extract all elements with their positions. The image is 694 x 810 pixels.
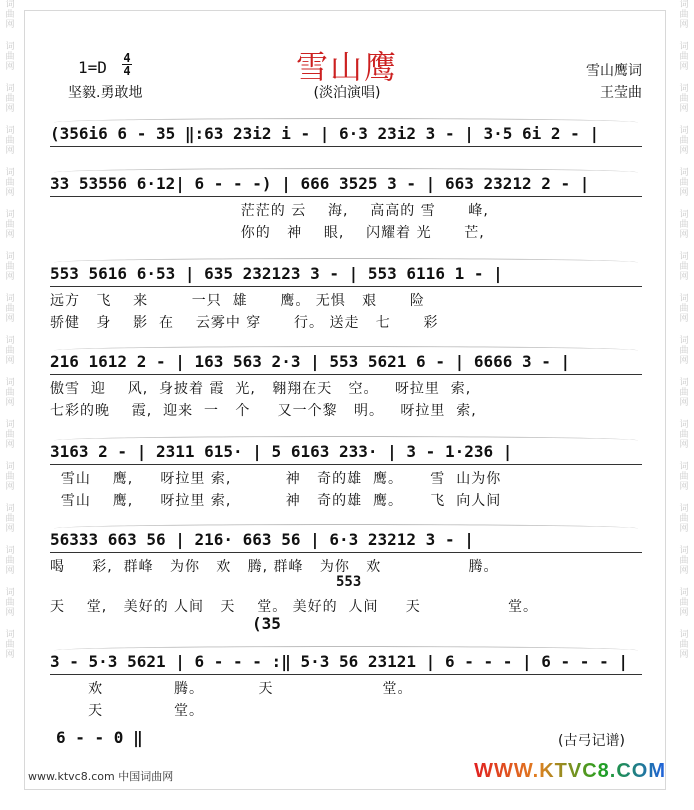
- lyric-verse-1: 喝 彩, 群峰 为你 欢 腾, 群峰 为你 欢 腾。: [50, 559, 499, 575]
- notation-line: 33 53556 6·12| 6 - - -) | 666 3525 3 - | 663 23212 2 - |: [50, 172, 642, 197]
- composer-credit: 王莹曲: [600, 85, 642, 101]
- lyric-verse-1: 茫茫的 云 海, 高高的 雪 峰,: [50, 203, 489, 219]
- notation-line: 56333 663 56 | 216· 663 56 | 6·3 23212 3 - |: [50, 528, 642, 553]
- time-signature: 4 4: [123, 51, 131, 78]
- footer-site-logo: WWW.KTVC8.COM: [474, 760, 666, 782]
- notation-credit: (古弓记谱): [558, 733, 625, 749]
- pickup-notes: (35: [252, 614, 281, 633]
- lyric-verse-1: 欢 腾。 天 堂。: [50, 681, 413, 697]
- lyric-verse-2: 天 堂, 美好的 人间 天 堂。 美好的 人间 天 堂。: [50, 599, 539, 615]
- lyricist-credit: 雪山鹰词: [586, 63, 642, 79]
- notation-line: 3 - 5·3 5621 | 6 - - - :‖ 5·3 56 23121 | 6 - - - | 6 - - - |: [50, 650, 642, 675]
- lyric-verse-2: 七彩的晚 霞, 迎来 一 个 又一个黎 明。 呀拉里 索,: [50, 403, 477, 419]
- notation-line: 216 1612 2 - | 163 563 2·3 | 553 5621 6 - | 6666 3 - |: [50, 350, 642, 375]
- watermark-left: 词曲网 词曲网 词曲网 词曲网 词曲网 词曲网 词曲网 词曲网 词曲网 词曲网 词曲网 词曲网 词曲网 词曲网 词曲网 词曲网: [5, 0, 15, 660]
- performer-note: (淡泊演唱): [313, 85, 381, 101]
- footer-site-text: www.ktvc8.com 中国词曲网: [28, 770, 174, 783]
- notation-line: 553 5616 6·53 | 635 232123 3 - | 553 6116 1 - |: [50, 262, 642, 287]
- ending-notation: 6 - - 0 ‖: [56, 728, 143, 747]
- song-title: 雪山鹰: [295, 48, 398, 86]
- lyric-verse-2: 雪山 鹰, 呀拉里 索, 神 奇的雄 鹰。 飞 向人间: [50, 493, 502, 509]
- lyric-verse-2: 你的 神 眼, 闪耀着 光 芒,: [50, 225, 485, 241]
- lyric-verse-1: 远方 飞 来 一只 雄 鹰。 无惧 艰 险: [50, 293, 425, 309]
- notation-line: 3163 2 - | 2311 615· | 5 6163 233· | 3 - 1·236 |: [50, 440, 642, 465]
- lyric-verse-2: 天 堂。: [50, 703, 205, 719]
- lyric-verse-2: 骄健 身 影 在 云雾中 穿 行。 送走 七 彩: [50, 315, 439, 331]
- alternate-notes: 553: [336, 574, 362, 590]
- lyric-verse-1: 傲雪 迎 风, 身披着 霞 光, 翱翔在天 空。 呀拉里 索,: [50, 381, 472, 397]
- key-signature: 1=D: [78, 58, 107, 77]
- tempo-marking: 坚毅.勇敢地: [68, 85, 143, 101]
- notation-line: (356i6 6 - 35 ‖:63 23i2 i - | 6·3 23i2 3 - | 3·5 6i 2 - |: [50, 122, 642, 147]
- lyric-verse-1: 雪山 鹰, 呀拉里 索, 神 奇的雄 鹰。 雪 山为你: [50, 471, 502, 487]
- watermark-right: 词曲网 词曲网 词曲网 词曲网 词曲网 词曲网 词曲网 词曲网 词曲网 词曲网 词曲网 词曲网 词曲网 词曲网 词曲网 词曲网: [679, 0, 689, 660]
